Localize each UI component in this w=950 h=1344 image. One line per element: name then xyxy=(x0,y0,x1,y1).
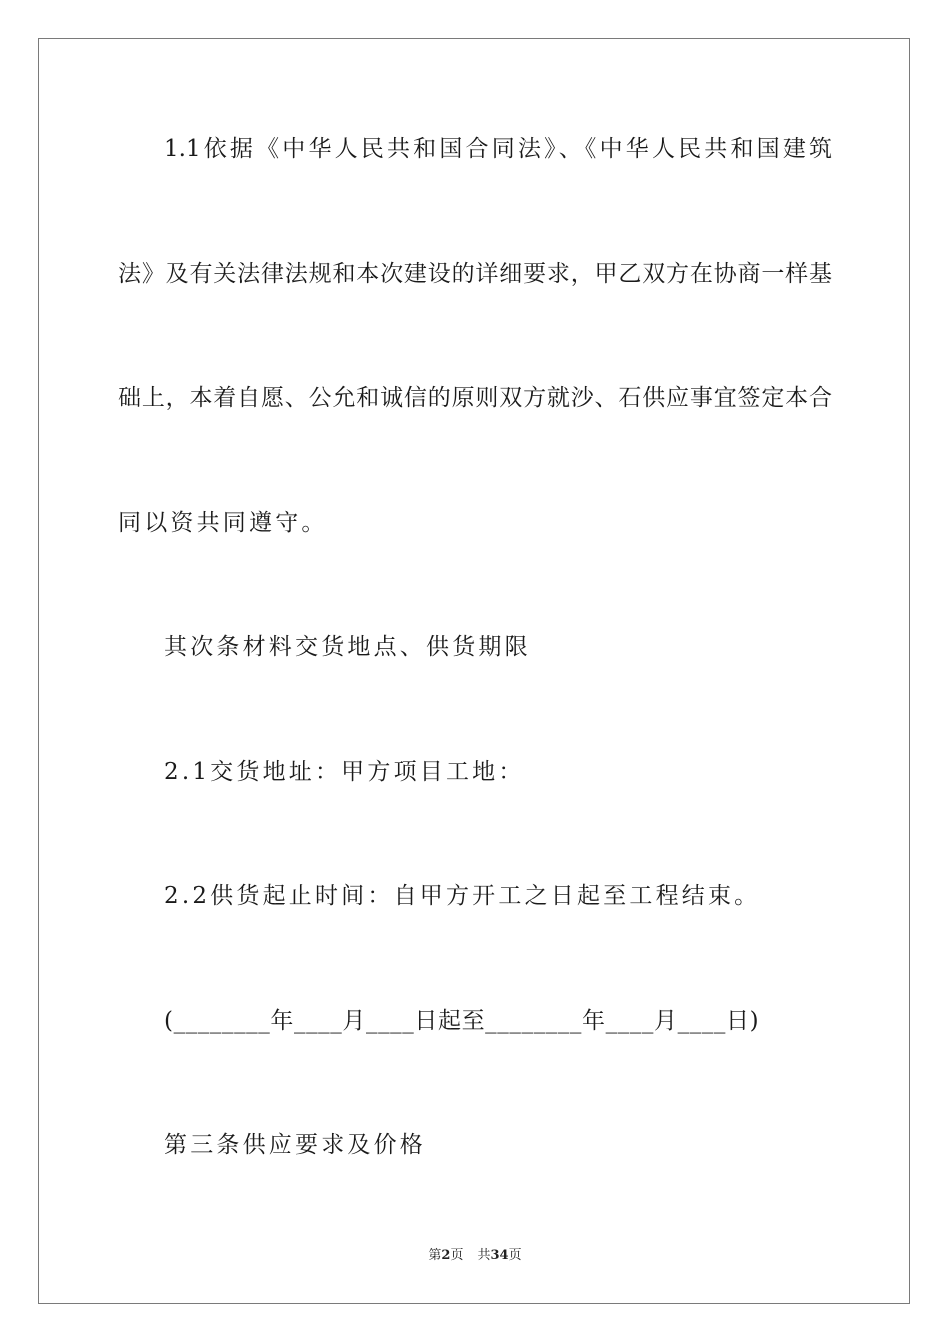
date-range-blank: (________年____月____日起至________年____月____日) xyxy=(164,1008,760,1034)
total-pages: 34 xyxy=(490,1248,509,1263)
total-suffix: 页 xyxy=(508,1248,522,1263)
page-suffix: 页 xyxy=(450,1248,464,1263)
paragraph-line-4: 同以资共同遵守。 xyxy=(118,510,328,536)
clause-2-2: 2.2供货起止时间：自甲方开工之日起至工程结束。 xyxy=(164,883,761,909)
clause-2-1: 2.1交货地址：甲方项目工地： xyxy=(164,759,525,785)
paragraph-line-2: 法》及有关法律法规和本次建设的详细要求，甲乙双方在协商一样基 xyxy=(118,261,832,287)
total-prefix: 共 xyxy=(477,1248,491,1263)
page-number: 2 xyxy=(441,1248,451,1263)
page-footer xyxy=(0,1247,950,1265)
section-heading-2: 其次条材料交货地点、供货期限 xyxy=(164,634,531,660)
paragraph-line-1: 1.1依据《中华人民共和国合同法》、《中华人民共和国建筑 xyxy=(164,136,832,162)
paragraph-line-3: 础上，本着自愿、公允和诚信的原则双方就沙、石供应事宜签定本合 xyxy=(118,385,832,411)
page-border xyxy=(38,38,910,1304)
page-prefix: 第 xyxy=(428,1248,442,1263)
section-heading-3: 第三条供应要求及价格 xyxy=(164,1132,426,1158)
